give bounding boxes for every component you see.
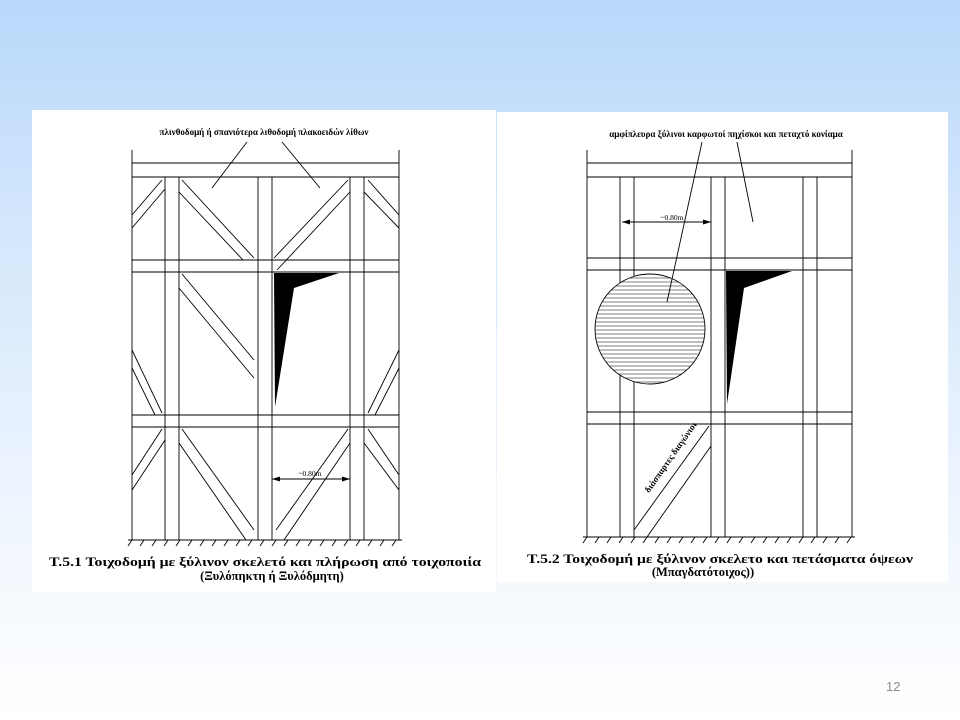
dimension-label-2: ~0.80m xyxy=(660,213,684,222)
ground-hatch-2 xyxy=(583,537,851,543)
ground-hatch-1 xyxy=(128,540,396,546)
timber-frame-1 xyxy=(128,150,402,540)
section-wedge-2 xyxy=(726,271,792,404)
dimension-label-1: ~0.80m xyxy=(298,469,322,478)
label-leaders-1 xyxy=(212,142,320,188)
figure-2-caption-line1: Τ.5.2 Τοιχοδομή με ξύλινον σκελετο και πετάσματα όψεων xyxy=(527,552,914,566)
figure-2-top-label: αμφίπλευρα ξύλινοι καρφωτοί πηχίσκοι και πεταχτό κονίαμα xyxy=(609,129,843,139)
section-wedge-1 xyxy=(274,273,339,407)
slide-number: 12 xyxy=(886,679,901,694)
figure-2-caption-line2: (Μπαγδατότοιχος)) xyxy=(651,565,755,579)
diagonal-label: διάσπαρτες διαγώνιοι xyxy=(642,420,699,495)
lath-detail-circle xyxy=(595,274,705,384)
figure-1-caption-line2: (Ξυλόπηκτη ή Ξυλόδμητη) xyxy=(200,569,344,583)
figure-1-caption-line1: Τ.5.1 Τοιχοδομή με ξύλινον σκελετό και πλήρωση από τοιχοποιία xyxy=(49,555,482,569)
figure-1-drawing xyxy=(32,110,496,592)
figure-2-drawing xyxy=(497,112,948,582)
figure-1-panel xyxy=(32,110,496,592)
figure-2-panel xyxy=(497,112,948,582)
figure-1-top-label: πλινθοδομή ή σπανιότερα λιθοδομή πλακοειδών λίθων xyxy=(159,127,369,137)
